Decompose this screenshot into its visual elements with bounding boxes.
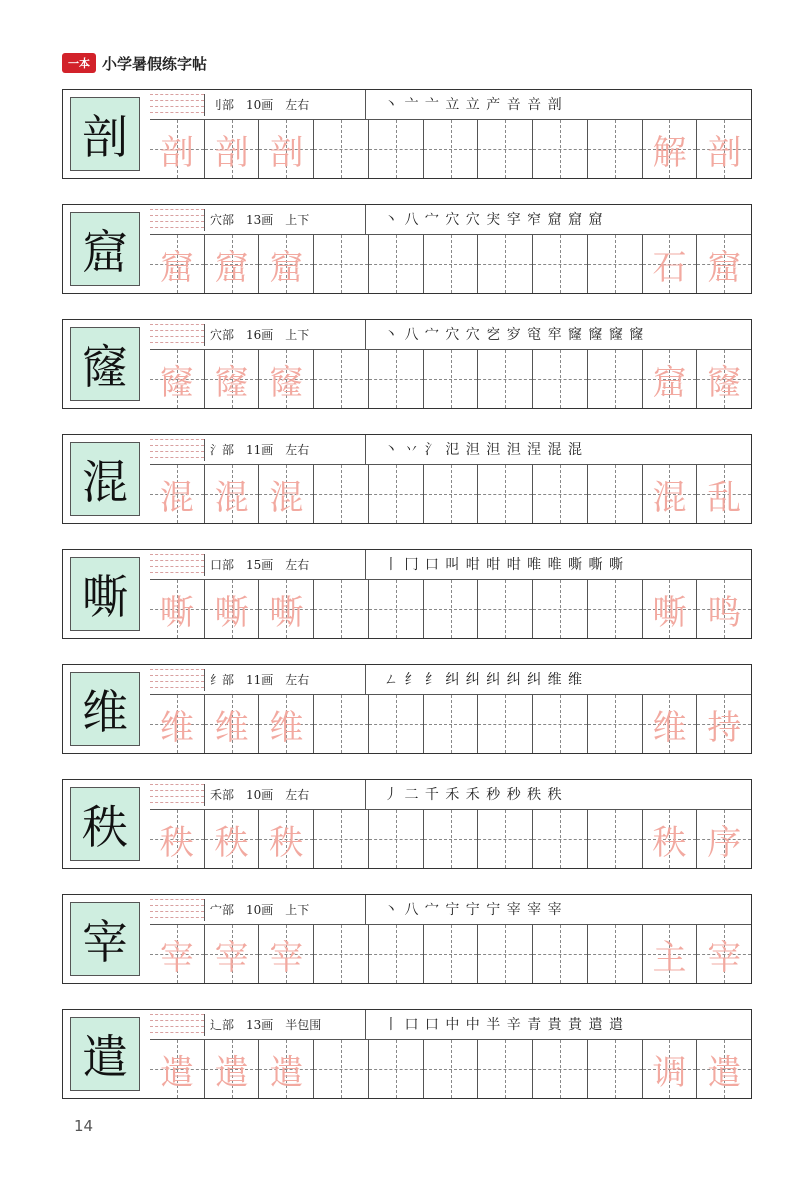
stroke-order: 丨 口 口 中 中 半 辛 青 貴 貴 遣 遣 — [384, 1017, 624, 1033]
trace-char: 宰 — [214, 937, 249, 978]
practice-cell[interactable] — [259, 350, 314, 408]
practice-row — [150, 120, 751, 178]
pinyin-lines — [150, 209, 205, 231]
trace-char: 遣 — [159, 1052, 194, 1093]
practice-cell[interactable] — [314, 350, 369, 408]
practice-cell[interactable] — [369, 810, 424, 868]
structure: 左右 — [285, 443, 310, 457]
practice-cell[interactable] — [478, 120, 533, 178]
char-info — [210, 326, 370, 343]
stroke-order: 丶 丷 氵 氾 泹 泹 泹 涅 混 混 — [384, 442, 584, 458]
char-info — [210, 786, 370, 803]
practice-cell[interactable] — [314, 810, 369, 868]
stroke-order-box — [365, 320, 751, 350]
practice-cell[interactable] — [643, 695, 698, 753]
practice-cell[interactable] — [205, 235, 260, 293]
model-character: 宰 — [70, 902, 140, 976]
practice-cell[interactable] — [314, 1040, 369, 1098]
practice-row — [150, 1040, 751, 1098]
practice-cell[interactable] — [478, 810, 533, 868]
stroke-order-box — [365, 780, 751, 810]
practice-cell[interactable] — [588, 1040, 643, 1098]
stroke-count: 16画 — [246, 328, 274, 342]
practice-cell[interactable] — [588, 235, 643, 293]
practice-cell[interactable] — [478, 350, 533, 408]
writing-grid — [150, 780, 751, 868]
stroke-order: ㄥ 纟 纟 纠 纠 纠 纠 纠 维 维 — [384, 672, 584, 688]
stroke-order-box — [365, 90, 751, 120]
practice-cell[interactable] — [478, 235, 533, 293]
practice-row — [150, 350, 751, 408]
practice-cell[interactable] — [697, 580, 751, 638]
practice-cell[interactable] — [205, 580, 260, 638]
stroke-count: 10画 — [246, 788, 274, 802]
char-info — [210, 671, 370, 688]
practice-block — [62, 434, 752, 524]
practice-cell[interactable] — [369, 580, 424, 638]
practice-cell[interactable] — [643, 925, 698, 983]
practice-cell[interactable] — [697, 695, 751, 753]
trace-char: 调 — [652, 1052, 687, 1093]
model-character: 维 — [70, 672, 140, 746]
model-character: 窿 — [70, 327, 140, 401]
stroke-order: 丶 八 宀 穴 穴 宊 穻 窄 窟 窟 窟 — [384, 212, 604, 228]
practice-cell[interactable] — [697, 235, 751, 293]
trace-char: 乱 — [707, 477, 742, 518]
model-character: 遣 — [70, 1017, 140, 1091]
practice-cell[interactable] — [643, 1040, 698, 1098]
info-row — [150, 895, 751, 925]
practice-cell[interactable] — [205, 1040, 260, 1098]
pinyin-lines — [150, 899, 205, 921]
trace-char: 宰 — [707, 937, 742, 978]
practice-cell[interactable] — [259, 120, 314, 178]
practice-row — [150, 580, 751, 638]
practice-row — [150, 695, 751, 753]
structure: 左右 — [285, 558, 310, 572]
writing-grid — [150, 895, 751, 983]
trace-char: 鸣 — [707, 592, 742, 633]
stroke-order: 丶 八 宀 宁 宁 宁 宰 宰 宰 — [384, 902, 563, 918]
pinyin-lines — [150, 94, 205, 116]
char-info — [210, 901, 370, 918]
info-row — [150, 435, 751, 465]
practice-cell[interactable] — [533, 695, 588, 753]
practice-cell[interactable] — [314, 925, 369, 983]
stroke-order: 丨 冂 口 叫 咁 咁 咁 唯 唯 嘶 嘶 嘶 — [384, 557, 624, 573]
practice-cell[interactable] — [259, 695, 314, 753]
trace-char: 秩 — [652, 822, 687, 863]
trace-char: 维 — [269, 707, 304, 748]
practice-row — [150, 810, 751, 868]
info-row — [150, 1010, 751, 1040]
practice-cell[interactable] — [424, 350, 479, 408]
practice-cell[interactable] — [259, 580, 314, 638]
writing-grid — [150, 90, 751, 178]
char-info — [210, 441, 370, 458]
trace-char: 宰 — [159, 937, 194, 978]
page-title: 小学暑假练字帖 — [102, 54, 208, 73]
practice-cell[interactable] — [478, 695, 533, 753]
trace-char: 秩 — [159, 822, 194, 863]
trace-char: 秩 — [269, 822, 304, 863]
practice-block — [62, 549, 752, 639]
practice-cell[interactable] — [259, 465, 314, 523]
radical: 刂部 — [210, 98, 235, 112]
structure: 上下 — [285, 213, 310, 227]
info-row — [150, 665, 751, 695]
radical: 穴部 — [210, 213, 235, 227]
practice-cell[interactable] — [314, 120, 369, 178]
trace-char: 混 — [159, 477, 194, 518]
practice-cell[interactable] — [533, 810, 588, 868]
trace-char: 窟 — [214, 247, 249, 288]
practice-cell[interactable] — [259, 810, 314, 868]
practice-cell[interactable] — [533, 235, 588, 293]
model-character: 秩 — [70, 787, 140, 861]
trace-char: 混 — [269, 477, 304, 518]
trace-char: 窟 — [652, 362, 687, 403]
stroke-count: 13画 — [246, 1018, 274, 1032]
practice-cell[interactable] — [643, 580, 698, 638]
practice-cell[interactable] — [533, 1040, 588, 1098]
practice-cell[interactable] — [369, 1040, 424, 1098]
practice-cell[interactable] — [205, 925, 260, 983]
practice-cell[interactable] — [369, 925, 424, 983]
pinyin-lines — [150, 554, 205, 576]
radical: 氵部 — [210, 443, 235, 457]
model-character: 窟 — [70, 212, 140, 286]
practice-cell[interactable] — [424, 120, 479, 178]
trace-char: 遣 — [214, 1052, 249, 1093]
model-character: 混 — [70, 442, 140, 516]
stroke-order-box — [365, 205, 751, 235]
stroke-order: 丶 八 宀 穴 穴 穵 穸 窀 窂 窿 窿 窿 窿 — [384, 327, 645, 343]
trace-char: 剖 — [707, 132, 742, 173]
practice-cell[interactable] — [424, 580, 479, 638]
practice-cell[interactable] — [259, 925, 314, 983]
practice-cell[interactable] — [697, 350, 751, 408]
stroke-count: 10画 — [246, 98, 274, 112]
practice-cell[interactable] — [314, 580, 369, 638]
char-info — [210, 211, 370, 228]
practice-block — [62, 779, 752, 869]
pinyin-lines — [150, 439, 205, 461]
info-row — [150, 90, 751, 120]
stroke-order: 丶 亠 亠 立 立 产 咅 咅 剖 — [384, 97, 563, 113]
practice-cell[interactable] — [588, 120, 643, 178]
stroke-count: 10画 — [246, 903, 274, 917]
trace-char: 维 — [214, 707, 249, 748]
practice-cell[interactable] — [369, 465, 424, 523]
practice-cell[interactable] — [314, 695, 369, 753]
practice-cell[interactable] — [150, 925, 205, 983]
trace-char: 维 — [652, 707, 687, 748]
trace-char: 窿 — [159, 362, 194, 403]
practice-cell[interactable] — [369, 235, 424, 293]
structure: 半包围 — [285, 1018, 322, 1032]
practice-cell[interactable] — [588, 695, 643, 753]
trace-char: 窟 — [707, 247, 742, 288]
trace-char: 嘶 — [159, 592, 194, 633]
radical: 宀部 — [210, 903, 235, 917]
pinyin-lines — [150, 784, 205, 806]
structure: 左右 — [285, 788, 310, 802]
trace-char: 维 — [159, 707, 194, 748]
practice-cell[interactable] — [205, 350, 260, 408]
practice-row — [150, 925, 751, 983]
writing-grid — [150, 320, 751, 408]
practice-cell[interactable] — [697, 925, 751, 983]
trace-char: 嘶 — [652, 592, 687, 633]
practice-cell[interactable] — [369, 120, 424, 178]
practice-cell[interactable] — [369, 350, 424, 408]
practice-cell[interactable] — [205, 810, 260, 868]
practice-block — [62, 319, 752, 409]
trace-char: 剖 — [159, 132, 194, 173]
practice-cell[interactable] — [697, 120, 751, 178]
stroke-count: 11画 — [246, 673, 274, 687]
radical: 口部 — [210, 558, 235, 572]
trace-char: 序 — [707, 822, 742, 863]
stroke-count: 15画 — [246, 558, 274, 572]
practice-block — [62, 204, 752, 294]
stroke-order-box — [365, 665, 751, 695]
writing-grid — [150, 435, 751, 523]
structure: 左右 — [285, 98, 310, 112]
practice-cell[interactable] — [205, 695, 260, 753]
info-row — [150, 780, 751, 810]
practice-block — [62, 89, 752, 179]
practice-cell[interactable] — [478, 465, 533, 523]
practice-cell[interactable] — [424, 235, 479, 293]
stroke-order-box — [365, 895, 751, 925]
practice-cell[interactable] — [150, 235, 205, 293]
info-row — [150, 320, 751, 350]
practice-cell[interactable] — [369, 695, 424, 753]
trace-char: 窿 — [214, 362, 249, 403]
trace-char: 石 — [652, 247, 687, 288]
practice-cell[interactable] — [150, 580, 205, 638]
practice-cell[interactable] — [259, 235, 314, 293]
structure: 上下 — [285, 903, 310, 917]
radical: 辶部 — [210, 1018, 235, 1032]
practice-cell[interactable] — [588, 465, 643, 523]
trace-char: 持 — [707, 707, 742, 748]
practice-cell[interactable] — [478, 580, 533, 638]
trace-char: 剖 — [214, 132, 249, 173]
practice-cell[interactable] — [697, 465, 751, 523]
practice-cell[interactable] — [697, 1040, 751, 1098]
trace-char: 遣 — [269, 1052, 304, 1093]
practice-cell[interactable] — [424, 810, 479, 868]
writing-grid — [150, 205, 751, 293]
radical: 穴部 — [210, 328, 235, 342]
practice-cell[interactable] — [643, 120, 698, 178]
trace-char: 主 — [652, 937, 687, 978]
practice-block — [62, 1009, 752, 1099]
stroke-order-box — [365, 1010, 751, 1040]
trace-char: 剖 — [269, 132, 304, 173]
trace-char: 遣 — [707, 1052, 742, 1093]
trace-char: 混 — [214, 477, 249, 518]
page-number: 14 — [74, 1117, 94, 1135]
practice-cell[interactable] — [643, 810, 698, 868]
practice-cell[interactable] — [205, 120, 260, 178]
practice-cell[interactable] — [478, 925, 533, 983]
practice-cell[interactable] — [533, 465, 588, 523]
writing-grid — [150, 550, 751, 638]
practice-cell[interactable] — [588, 925, 643, 983]
pinyin-lines — [150, 324, 205, 346]
info-row — [150, 550, 751, 580]
practice-cell[interactable] — [643, 350, 698, 408]
practice-cell[interactable] — [533, 925, 588, 983]
practice-cell[interactable] — [424, 925, 479, 983]
practice-cell[interactable] — [588, 580, 643, 638]
practice-row — [150, 465, 751, 523]
stroke-order: 丿 二 千 禾 禾 秒 秒 秩 秩 — [384, 787, 563, 803]
practice-cell[interactable] — [533, 580, 588, 638]
trace-char: 窟 — [269, 247, 304, 288]
practice-cell[interactable] — [150, 350, 205, 408]
practice-cell[interactable] — [259, 1040, 314, 1098]
practice-cell[interactable] — [478, 1040, 533, 1098]
practice-cell[interactable] — [533, 120, 588, 178]
practice-cell[interactable] — [533, 350, 588, 408]
info-row — [150, 205, 751, 235]
trace-char: 嘶 — [269, 592, 304, 633]
writing-grid — [150, 1010, 751, 1098]
practice-cell[interactable] — [424, 695, 479, 753]
stroke-count: 11画 — [246, 443, 274, 457]
practice-cell[interactable] — [424, 465, 479, 523]
trace-char: 宰 — [269, 937, 304, 978]
radical: 纟部 — [210, 673, 235, 687]
stroke-order-box — [365, 435, 751, 465]
stroke-order-box — [365, 550, 751, 580]
practice-cell[interactable] — [314, 465, 369, 523]
practice-block — [62, 664, 752, 754]
practice-cell[interactable] — [150, 695, 205, 753]
radical: 禾部 — [210, 788, 235, 802]
trace-char: 秩 — [214, 822, 249, 863]
trace-char: 窿 — [707, 362, 742, 403]
structure: 上下 — [285, 328, 310, 342]
practice-cell[interactable] — [150, 465, 205, 523]
char-info — [210, 96, 370, 113]
stroke-count: 13画 — [246, 213, 274, 227]
trace-char: 嘶 — [214, 592, 249, 633]
model-character: 剖 — [70, 97, 140, 171]
trace-char: 解 — [652, 132, 687, 173]
page-header — [62, 52, 207, 74]
structure: 左右 — [285, 673, 310, 687]
practice-cell[interactable] — [643, 235, 698, 293]
practice-cell[interactable] — [150, 810, 205, 868]
practice-cell[interactable] — [205, 465, 260, 523]
writing-grid — [150, 665, 751, 753]
practice-row — [150, 235, 751, 293]
model-character: 嘶 — [70, 557, 140, 631]
practice-cell[interactable] — [697, 810, 751, 868]
trace-char: 窿 — [269, 362, 304, 403]
brand-logo: 一本 — [62, 53, 96, 73]
practice-cell[interactable] — [588, 810, 643, 868]
char-info — [210, 556, 370, 573]
practice-cell[interactable] — [150, 120, 205, 178]
practice-cell[interactable] — [643, 465, 698, 523]
char-info — [210, 1016, 370, 1033]
trace-char: 混 — [652, 477, 687, 518]
practice-cell[interactable] — [314, 235, 369, 293]
practice-cell[interactable] — [588, 350, 643, 408]
pinyin-lines — [150, 669, 205, 691]
practice-cell[interactable] — [424, 1040, 479, 1098]
practice-block — [62, 894, 752, 984]
trace-char: 窟 — [159, 247, 194, 288]
pinyin-lines — [150, 1014, 205, 1036]
practice-cell[interactable] — [150, 1040, 205, 1098]
